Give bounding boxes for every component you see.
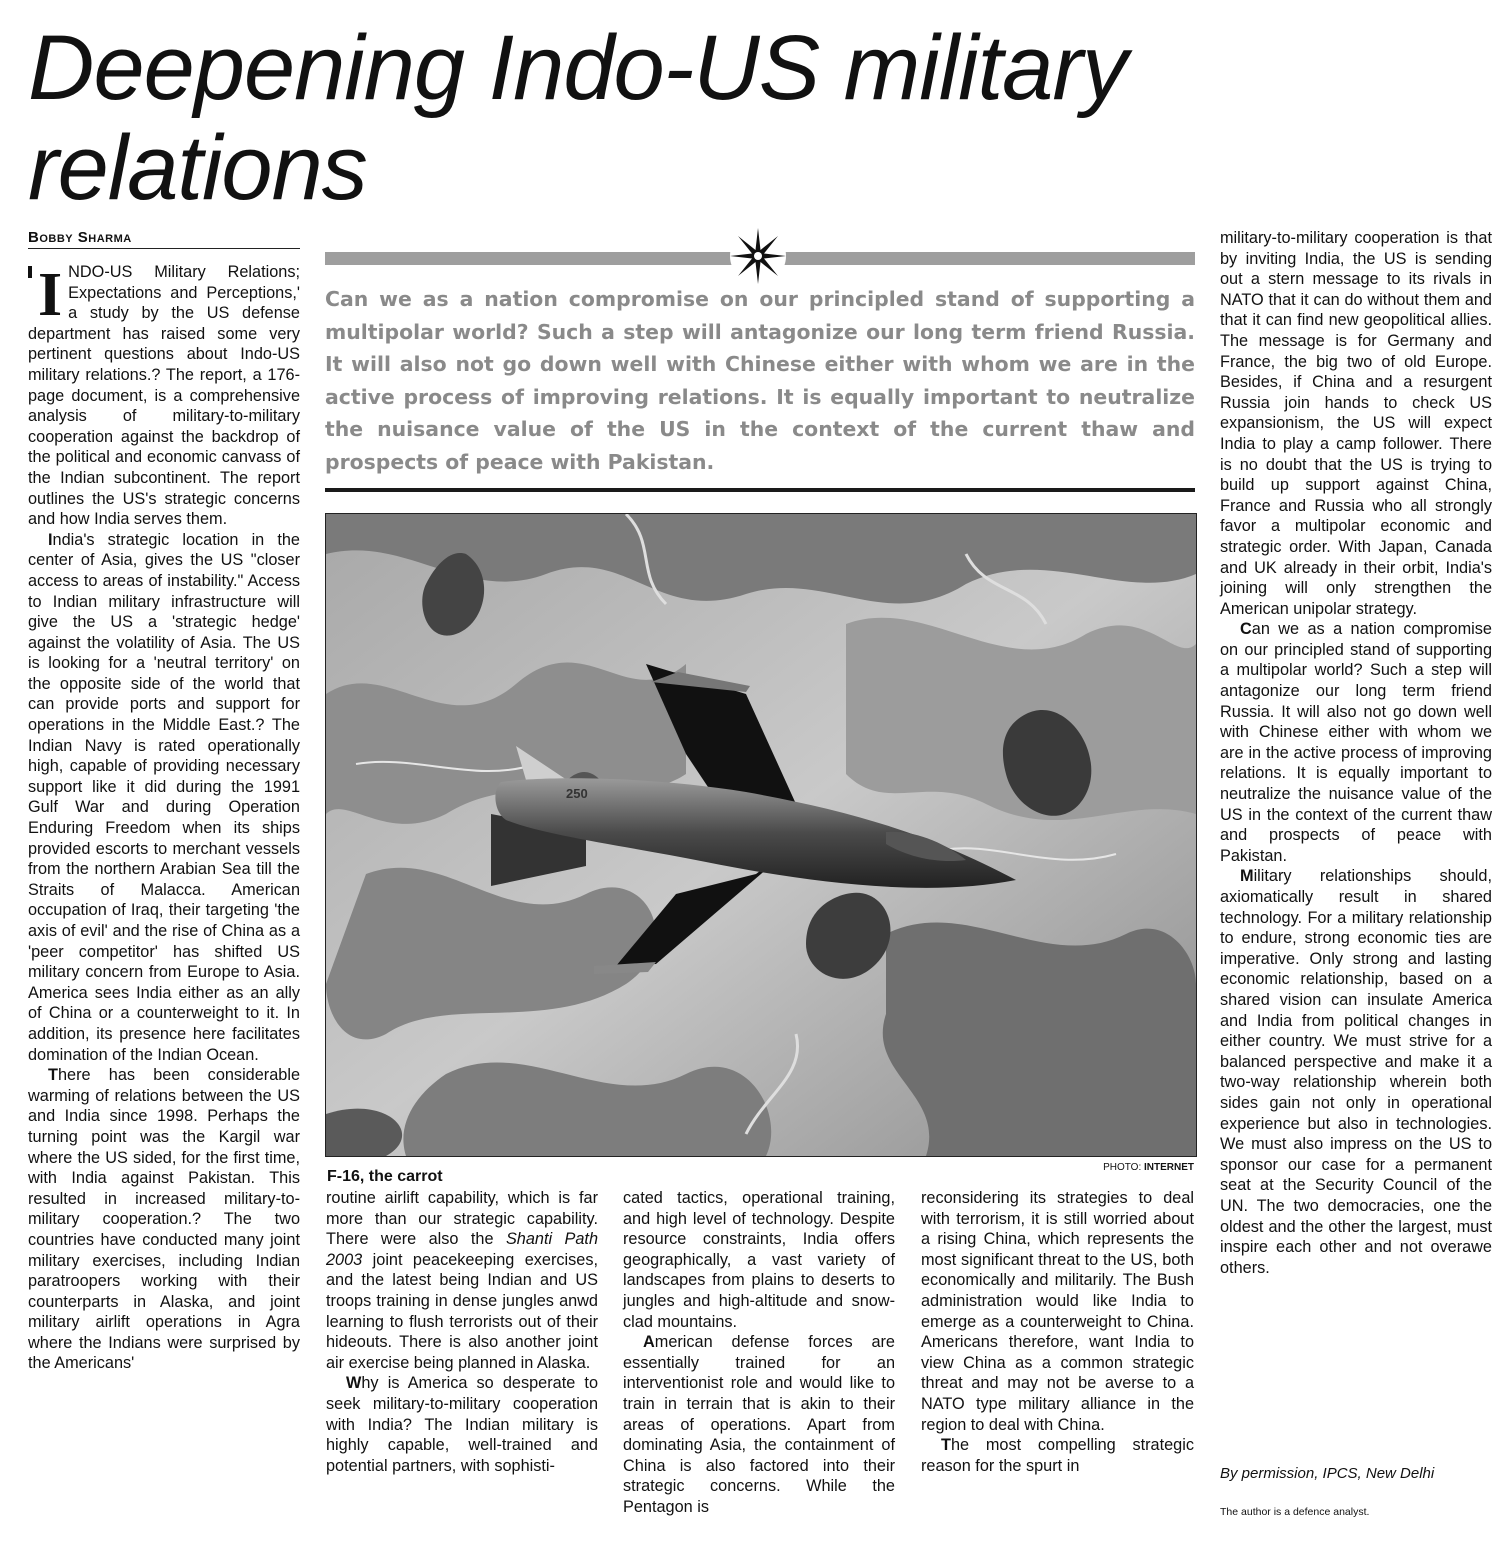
paragraph-text: routine airlift capability, which is far more than our strategic capability. There were also the	[326, 1189, 598, 1249]
column-3	[623, 1188, 895, 1518]
paragraph	[28, 1065, 300, 1374]
byline	[28, 229, 300, 249]
column-2	[326, 1188, 598, 1476]
lead-letter: T	[941, 1436, 951, 1455]
lead-letter: A	[643, 1333, 655, 1352]
column-4	[921, 1188, 1194, 1476]
aircraft-marking: 250	[566, 786, 588, 801]
column-1	[28, 262, 300, 1374]
paragraph	[1220, 228, 1492, 619]
paragraph	[1220, 619, 1492, 866]
photo-f16	[325, 513, 1197, 1157]
signoff: By permission, IPCS, New Delhi	[1220, 1465, 1435, 1482]
paragraph	[1220, 866, 1492, 1278]
paragraph-text: cated tactics, operational training, and high level of technology. Despite resource constraints, India offers geographically, a vast variety of landscapes from plains to deserts to jungles and high-altitude and snow-clad mountains.	[623, 1189, 895, 1331]
paragraph-text: here has been considerable warming of relations between the US and India since 1998. Perhaps the turning point was the Kargil war where the US sided, for the first time, with India against Pakistan. This resulted in increased military-to-military cooperation.? The two countries have conducted many joint military exercises, including Indian paratroopers working with their counterparts in Alaska, and joint military airlift operations in Agra where the Indians were surprised by the Americans'	[28, 1066, 300, 1373]
pull-quote: Can we as a nation compromise on our principled stand of supporting a multipolar world? Such a step will antagonize our long term friend Russia. It will also not go down well with Chinese either with whom we are in the active process of improving relations. It is equally important to neutralize the nuisance value of the US in the context of the current thaw and prospects of peace with Pakistan.	[325, 287, 1195, 474]
photo-caption: F-16, the carrot	[327, 1168, 443, 1185]
drop-cap: I	[38, 261, 63, 329]
exercise-name: Shanti Path 2003	[326, 1230, 598, 1269]
paragraph	[921, 1435, 1194, 1476]
paragraph-text: he most compelling strategic reason for the spurt in	[921, 1436, 1194, 1475]
paragraph	[326, 1188, 598, 1373]
paragraph-text: reconsidering its strategies to deal with terrorism, it is still worried about a rising China, which represents the most significant threat to the US, both economically and militarily. The Bush administration would like India to emerge as a counterweight to China. Americans therefore, want India to view China as a common strategic threat and may not be averse to a NATO type military alliance in the region to deal with China.	[921, 1189, 1194, 1434]
author-note: The author is a defence analyst.	[1220, 1506, 1370, 1518]
pull-quote-bottom-rule	[325, 488, 1195, 492]
paragraph	[623, 1332, 895, 1517]
paragraph-text: an we as a nation compromise on our principled stand of supporting a multipolar world? Such a step will antagonize our long term friend Russia. It will also not go down well with Chinese either with whom we are in the active process of improving relations. It is equally important to neutralize the nuisance value of the US in the context of the current thaw and prospects of peace with Pakistan.	[1220, 620, 1492, 865]
column-5	[1220, 228, 1492, 1278]
paragraph	[326, 1373, 598, 1476]
paragraph-text: hy is America so desperate to seek military-to-military cooperation with India? The Indian military is highly capable, well-trained and potential partners, with sophisti-	[326, 1374, 598, 1475]
lead-letter: I	[48, 530, 53, 549]
photo-credit-prefix: PHOTO:	[1103, 1162, 1142, 1173]
lead-letter: C	[1240, 620, 1252, 639]
photo-credit	[1103, 1162, 1194, 1173]
starburst-icon	[728, 226, 788, 286]
paragraph-text: ndia's strategic location in the center of Asia, gives the US "closer access to areas of instability." Access to Indian military infrastructure will give the US a 'strategic hedge' against the volatility of Asia. The US is looking for a 'neutral territory' on the opposite side of the world that can provide ports and support for operations in the Middle East.? The Indian Navy is rated operationally high, capable of providing necessary support like it did during the 1991 Gulf War and during Operation Enduring Freedom when its ships provided escorts to merchant vessels from the northern Arabian Sea till the Straits of Malacca. American occupation of Iraq, their targeting 'the axis of evil' and the rise of China as a 'peer competitor' has shifted US military concern from Europe to Asia. America sees India either as an ally of China or a counterweight to it. In addition, its presence here facilitates domination of the Indian Ocean.	[28, 530, 300, 1064]
paragraph-text: joint peacekeeping exercises, and the latest being Indian and US troops training in dense jungles anwd learning to flush terrorists out of their hideouts. There is also another joint air exercise being planned in Alaska.	[326, 1250, 598, 1372]
byline-name: Bobby Sharma	[28, 229, 132, 246]
lead-letter: T	[48, 1066, 58, 1085]
paragraph-text: merican defense forces are essentially trained for an interventionist role and would like to train in terrain that is akin to their areas of operations. Apart from dominating Asia, the containment of China is also factored into their strategic concerns. While the Pentagon is	[623, 1333, 895, 1516]
headline: Deepening Indo-US military relations	[28, 17, 1127, 219]
paragraph-text: ilitary relationships should, axiomatically result in shared technology. For a military relationship to endure, strong economic ties are imperative. Only strong and lasting economic relationship, based on a shared vision can insulate America and India from political changes in either country. We must strive for a balanced perspective and make it a two-way relationship wherein both sides gain not only in operational experience but also in technologies. We must also impress on the US to sponsor our case for a permanent seat at the Security Council of the UN. The two democracies, one the oldest and the other the largest, must inspire each other and not overawe others.	[1220, 867, 1492, 1277]
lead-letter: W	[346, 1374, 362, 1393]
paragraph-text: military-to-military cooperation is that by inviting India, the US is sending out a stern message to its rivals in NATO that it can do without them and that it can find new geopolitical allies. The message is for Germany and France, the big two of old Europe. Besides, if China and a resurgent Russia join hands to check US expansionism, the US will expect India to play a camp follower. There is no doubt that the US is trying to build up support against China, France and Russia who all strongly favor a multipolar economic and strategic order. With Japan, Canada and UK already in their orbit, India's joining will only strengthen the American unipolar strategy.	[1220, 229, 1492, 618]
paragraph	[921, 1188, 1194, 1435]
paragraph	[28, 530, 300, 1065]
paragraph-text: NDO-US Military Relations; Expectations and Perceptions,' a study by the US defense department has raised some very pertinent questions about Indo-US military relations.? The report, a 176-page document, is a comprehensive analysis of military-to-military cooperation against the backdrop of the political and economic canvass of the Indian subcontinent. The report outlines the US's strategic concerns and how India serves them.	[28, 263, 300, 529]
photo-credit-source: INTERNET	[1144, 1162, 1194, 1173]
paragraph	[28, 262, 300, 530]
photo-image	[326, 514, 1196, 1156]
paragraph	[623, 1188, 895, 1332]
lead-letter: M	[1240, 867, 1254, 886]
